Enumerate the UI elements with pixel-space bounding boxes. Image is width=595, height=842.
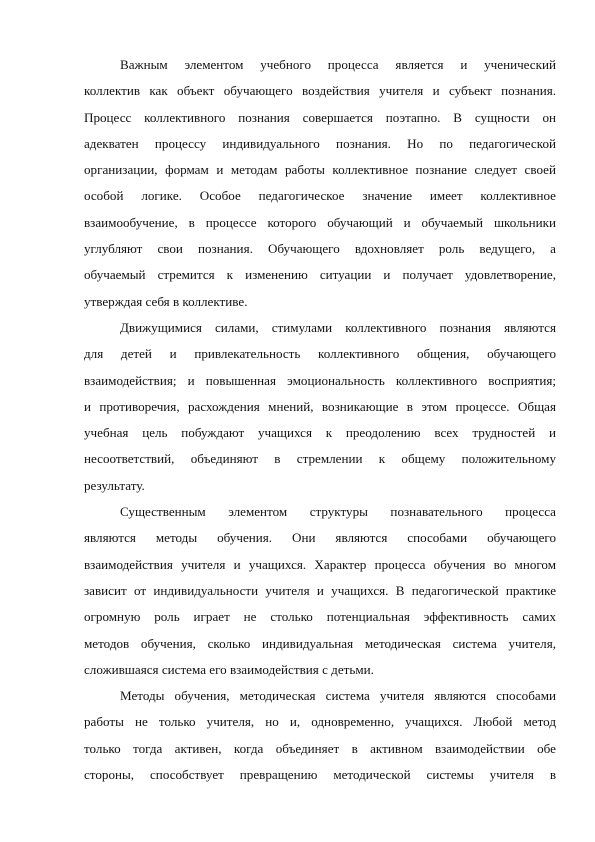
- paragraph-2: [84, 315, 556, 499]
- text-line: коллектив как объект обучающего воздействия учителя и субъект познания.: [84, 83, 556, 99]
- text-line: результату.: [84, 477, 145, 493]
- paragraph-1: [84, 52, 556, 315]
- text-line: взаимодействия; и повышенная эмоциональность коллективного восприятия;: [84, 372, 556, 388]
- text-line: Методы обучения, методическая система учителя являются способами: [120, 688, 556, 704]
- text-line: утверждая себя в коллективе.: [84, 293, 248, 309]
- text-line: взаимодействия учителя и учащихся. Характер процесса обучения во многом: [84, 556, 556, 572]
- text-line: адекватен процессу индивидуального познания. Но по педагогической: [84, 135, 556, 151]
- paragraph-3: [84, 499, 556, 683]
- text-line: обучаемый стремится к изменению ситуации и получает удовлетворение,: [84, 267, 556, 283]
- text-line: работы не только учителя, но и, одновременно, учащихся. Любой метод: [84, 714, 556, 730]
- text-line: только тогда активен, когда объединяет в активном взаимодействии обе: [84, 740, 556, 756]
- text-line: особой логике. Особое педагогическое значение имеет коллективное: [84, 188, 556, 204]
- text-line: взаимообучение, в процессе которого обучающий и обучаемый школьники: [84, 214, 556, 230]
- text-line: сложившаяся система его взаимодействия с детьми.: [84, 661, 374, 677]
- text-line: зависит от индивидуальности учителя и учащихся. В педагогической практике: [84, 582, 556, 598]
- text-line: являются методы обучения. Они являются способами обучающего: [84, 530, 556, 546]
- text-line: стороны, способствует превращению методической системы учителя в: [84, 767, 556, 783]
- document-page: [84, 52, 556, 788]
- text-line: Движущимися силами, стимулами коллективного познания являются: [120, 319, 556, 335]
- text-line: организации, формам и методам работы коллективное познание следует своей: [84, 162, 556, 178]
- text-line: Существенным элементом структуры познавательного процесса: [120, 504, 556, 520]
- text-line: Важным элементом учебного процесса является и ученический: [120, 57, 556, 72]
- text-line: учебная цель побуждают учащихся к преодолению всех трудностей и: [84, 425, 556, 441]
- text-line: и противоречия, расхождения мнений, возникающие в этом процессе. Общая: [84, 398, 556, 414]
- text-line: методов обучения, сколько индивидуальная методическая система учителя,: [84, 635, 556, 651]
- text-line: Процесс коллективного познания совершается поэтапно. В сущности он: [84, 109, 556, 125]
- text-line: углубляют свои познания. Обучающего вдохновляет роль ведущего, а: [84, 241, 556, 257]
- text-line: огромную роль играет не столько потенциальная эффективность самих: [84, 609, 556, 625]
- text-line: для детей и привлекательность коллективного общения, обучающего: [84, 346, 556, 362]
- paragraph-4: [84, 683, 556, 788]
- text-line: несоответствий, объединяют в стремлении к общему положительному: [84, 451, 556, 467]
